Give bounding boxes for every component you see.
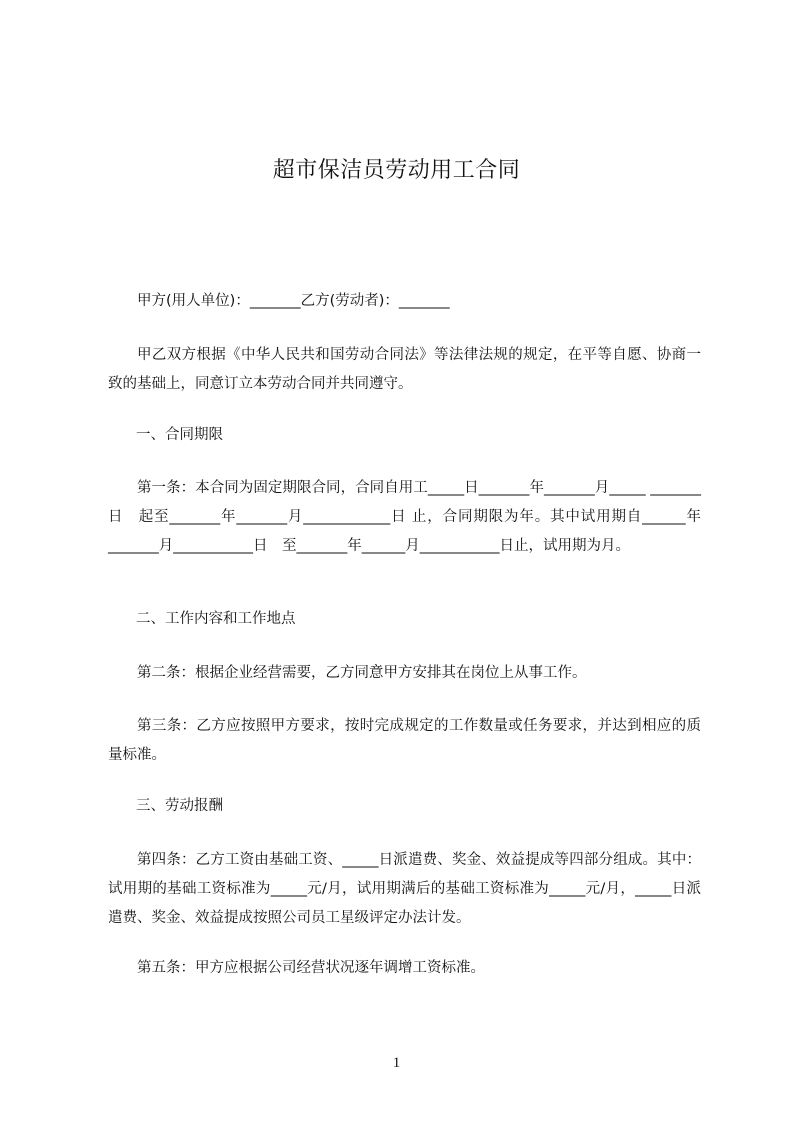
article-1: 第一条：本合同为固定期限合同，合同自用工_____日_______年_______月_____ _______日 起至_______年_______月____________日 止，合同期限为年。其中试用期自______年_______月___________日 至_______年______月___________日止，试用期为月。 [108,480,701,554]
preamble-paragraph: 甲乙双方根据《中华人民共和国劳动合同法》等法律法规的规定，在平等自愿、协商一致的基础上，同意订立本劳动合同并共同遵守。 [108,347,701,392]
article-4: 第四条：乙方工资由基础工资、_____日派遣费、奖金、效益提成等四部分组成。其中：试用期的基础工资标准为_____元/月，试用期满后的基础工资标准为_____元/月，_____日派遣费、奖金、效益提成按照公司员工星级评定办法计发。 [108,852,701,926]
article-5: 第五条：甲方应根据公司经营状况逐年调增工资标准。 [137,960,485,976]
section-heading-work: 二、工作内容和工作地点 [136,611,296,627]
article-3: 第三条：乙方应按照甲方要求，按时完成规定的工作数量或任务要求，并达到相应的质量标准。 [108,718,701,763]
page-number: 1 [392,1055,401,1071]
parties-line: 甲方(用人单位)：_______乙方(劳动者)：_______ [137,293,450,309]
section-heading-pay: 三、劳动报酬 [136,798,223,814]
document-title: 超市保洁员劳动用工合同 [272,157,521,183]
section-heading-term: 一、合同期限 [136,427,223,443]
article-2: 第二条：根据企业经营需要，乙方同意甲方安排其在岗位上从事工作。 [137,665,587,681]
